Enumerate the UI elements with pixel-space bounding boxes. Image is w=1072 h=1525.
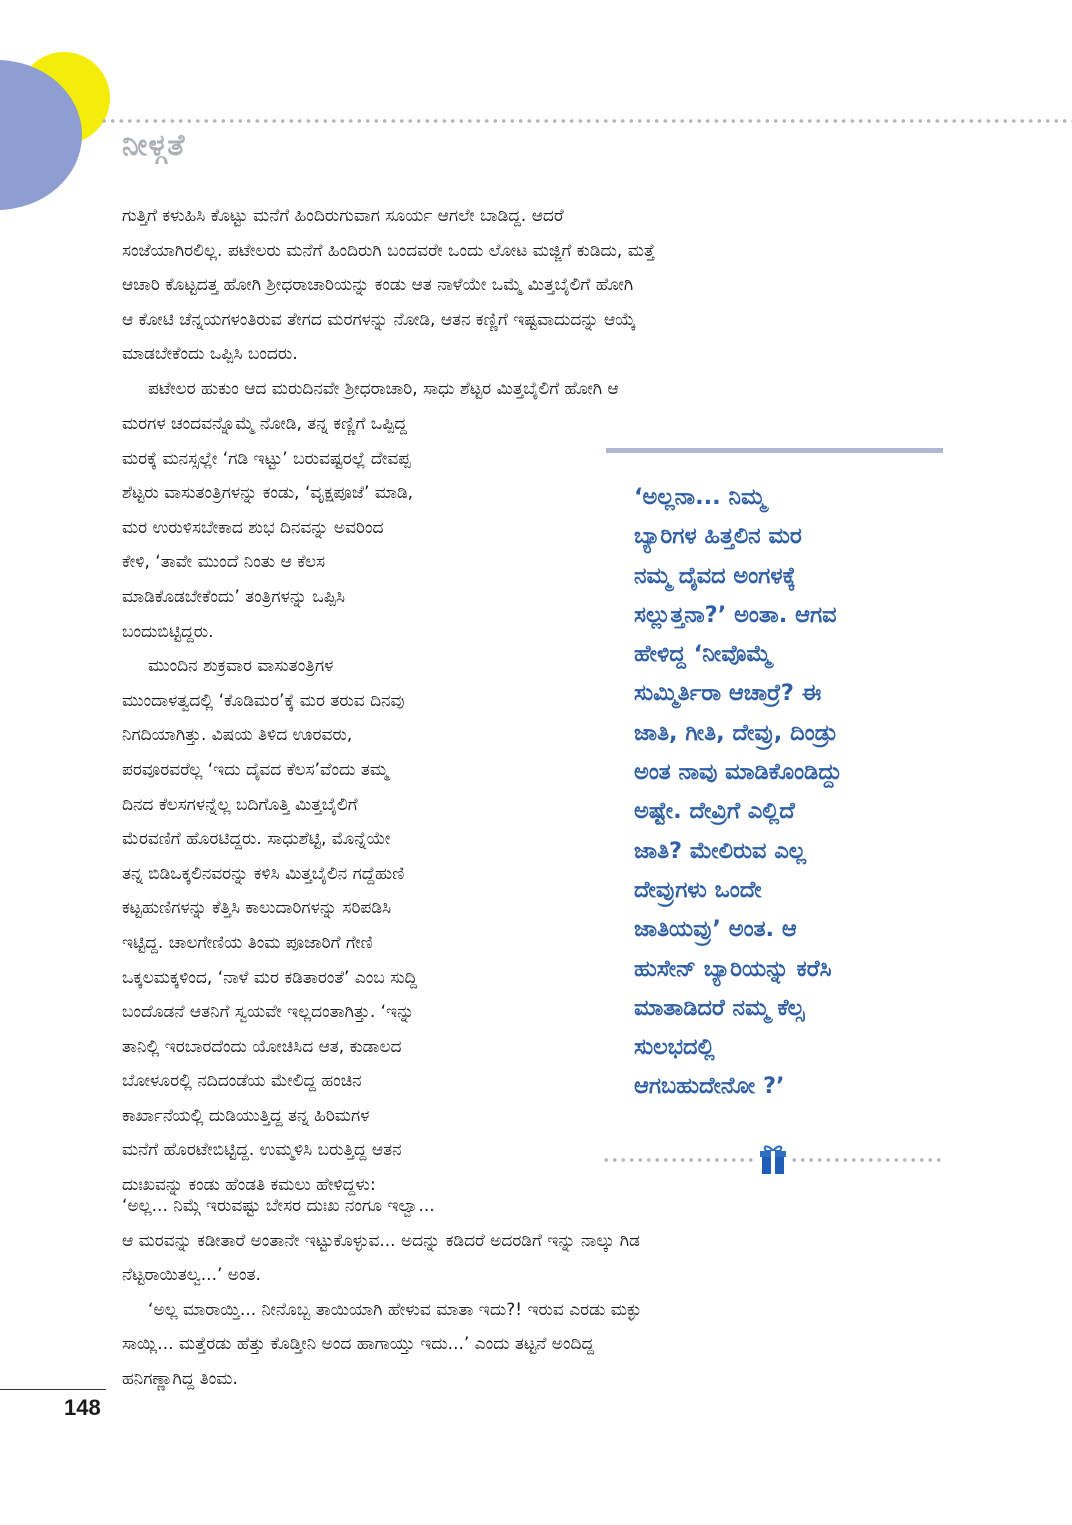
pull-quote-line: ಹೇಳಿದ್ದ ‘ನೀವೊಮ್ಮೆ bbox=[634, 641, 772, 668]
page-number: 148 bbox=[64, 1395, 101, 1420]
text-line: ಮನೆಗೆ ಹೊರಟೇಬಿಟ್ಟಿದ್ದ. ಉಮ್ಮಳಿಸಿ ಬರುತ್ತಿದ್ದ ಆತನ bbox=[122, 1140, 402, 1161]
body-paragraph-1 bbox=[122, 199, 655, 407]
text-line: ‘ಅಲ್ಲ... ನಿಮ್ಗೆ ಇರುವಷ್ಟು ಬೇಸರ ದುಃಖ ನಂಗೂ ಇಲ್ವಾ... bbox=[122, 1196, 435, 1216]
text-line: ಮರ ಉರುಳಿಸಬೇಕಾದ ಶುಭ ದಿನವನ್ನು ಅವರಿಂದ bbox=[122, 517, 384, 538]
pull-quote-line: ಜಾತಿ, ಗೀತಿ, ದೇವ್ರು, ದಿಂಡ್ರು bbox=[634, 719, 838, 746]
pull-quote-line: ಸಲ್ಲುತ್ತನಾ?’ ಅಂತಾ. ಆಗವ bbox=[634, 601, 837, 628]
text-line: ದುಃಖವನ್ನು ಕಂಡು ಹೆಂಡತಿ ಕಮಲು ಹೇಳಿದ್ದಳು: bbox=[122, 1175, 376, 1196]
text-line: ಸಾಯ್ಲಿ... ಮತ್ತೆರಡು ಹೆತ್ತು ಕೊಡ್ತೀನಿ ಅಂದ ಹಾಗಾಯ್ತು ಇದು...’ ಎಂದು ತಟ್ಟನೆ ಅಂದಿದ್ದ bbox=[122, 1334, 595, 1355]
text-line: ಬಂದೊಡನೆ ಆತನಿಗೆ ಸ್ವಯವೇ ಇಲ್ಲದಂತಾಗಿತ್ತು. ‘ಇನ್ನು bbox=[122, 1002, 415, 1023]
body-bottom-paragraphs bbox=[122, 1189, 641, 1397]
pull-quote-line: ಹುಸೇನ್ ಬ್ಯಾರಿಯನ್ನು ಕರೆಸಿ bbox=[634, 955, 832, 982]
pull-quote bbox=[606, 478, 946, 1107]
text-line: ಹನಿಗಣ್ಣಾಗಿದ್ದ ತಿಂಮ. bbox=[122, 1368, 238, 1389]
pull-quote-line: ಜಾತಿಯವ್ರು’ ಅಂತ. ಆ bbox=[634, 916, 797, 943]
pull-quote-line: ಜಾತಿ? ಮೇಲಿರುವ ಎಲ್ಲ bbox=[634, 837, 807, 864]
pull-quote-line: ‘ಅಲ್ಲನಾ... ನಿಮ್ಮ bbox=[634, 484, 766, 510]
text-line: ಮಾಡಬೇಕೆಂದು ಒಪ್ಪಿಸಿ ಬಂದರು. bbox=[122, 344, 298, 365]
pull-quote-line: ದೇವ್ರುಗಳು ಒಂದೇ bbox=[634, 876, 762, 903]
text-line: ಮಾಡಿಕೊಡಬೇಕೆಂದು’ ತಂತ್ರಿಗಳನ್ನು ಒಪ್ಪಿಸಿ bbox=[122, 586, 346, 607]
text-line: ಆಚಾರಿ ಕೊಟ್ಟದತ್ತ ಹೋಗಿ ಶ್ರೀಧರಾಚಾರಿಯನ್ನು ಕಂಡು ಆತ ನಾಳೆಯೇ ಒಮ್ಮೆ ಮಿತ್ತಬೈಲಿಗೆ ಹೋಗಿ bbox=[122, 275, 634, 296]
text-line: ಸಂಜೆಯಾಗಿರಲಿಲ್ಲ. ಪಟೇಲರು ಮನೆಗೆ ಹಿಂದಿರುಗಿ ಬಂದವರೇ ಒಂದು ಲೋಟ ಮಜ್ಜಿಗೆ ಕುಡಿದು, ಮತ್ತೆ bbox=[122, 240, 656, 261]
pull-quote-line: ಬ್ಯಾರಿಗಳ ಹಿತ್ತಲಿನ ಮರ bbox=[634, 523, 802, 550]
text-line: ಬೋಳೂರಲ್ಲಿ ನದಿದಂಡೆಯ ಮೇಲಿದ್ದ ಹಂಚಿನ bbox=[122, 1071, 362, 1092]
text-line: ಕಾರ್ಖಾನೆಯಲ್ಲಿ ದುಡಿಯುತ್ತಿದ್ದ ತನ್ನ ಹಿರಿಮಗಳ bbox=[122, 1105, 370, 1126]
pull-quote-line: ಅಂತ ನಾವು ಮಾಡಿಕೊಂಡಿದ್ದು bbox=[634, 759, 842, 786]
text-line: ಆ ಕೋಟಿ ಚೆನ್ನಯಗಳಂತಿರುವ ತೇಗದ ಮರಗಳನ್ನು ನೋಡಿ, ಆತನ ಕಣ್ಣಿಗೆ ಇಷ್ಟವಾದುದನ್ನು ಆಯ್ಕೆ bbox=[122, 309, 636, 330]
text-line: ಮೆರವಣಿಗೆ ಹೊರಟಿದ್ದರು. ಸಾಧುಶೆಟ್ಟಿ, ಮೊನ್ನೆಯೇ bbox=[122, 829, 391, 850]
text-line: ಕೇಳಿ, ‘ತಾವೇ ಮುಂದೆ ನಿಂತು ಆ ಕೆಲಸ bbox=[122, 552, 326, 573]
text-line: ಮರಕ್ಕೆ ಮನಸ್ಸಲ್ಲೇ ‘ಗಡಿ ಇಟ್ಟು’ ಬರುವಷ್ಟರಲ್ಲೆ ದೇವಪ್ಪ bbox=[122, 448, 411, 469]
body-left-column bbox=[122, 407, 417, 1203]
text-line: ಇಟ್ಟಿದ್ದ. ಚಾಲಗೇಣಿಯ ತಿಂಮ ಪೂಜಾರಿಗೆ ಗೇಣಿ bbox=[122, 932, 373, 953]
text-line: ಮರಗಳ ಚಂದವನ್ನೊಮ್ಮೆ ನೋಡಿ, ತನ್ನ ಕಣ್ಣಿಗೆ ಒಪ್ಪಿದ್ದ bbox=[122, 414, 407, 434]
gift-icon bbox=[758, 1143, 788, 1175]
text-line: ನಿಗದಿಯಾಗಿತ್ತು. ವಿಷಯ ತಿಳಿದ ಊರವರು, bbox=[122, 725, 353, 746]
text-line: ಶೆಟ್ಟರು ವಾಸುತಂತ್ರಿಗಳನ್ನು ಕಂಡು, ‘ವೃಕ್ಷಪೂಜೆ’ ಮಾಡಿ, bbox=[122, 483, 414, 504]
text-line: ಬಂದುಬಿಟ್ಟಿದ್ದರು. bbox=[122, 621, 214, 642]
page-number-rule bbox=[0, 1389, 106, 1390]
text-line: ಪಟೇಲರ ಹುಕುಂ ಆದ ಮರುದಿನವೇ ಶ್ರೀಧರಾಚಾರಿ, ಸಾಧು ಶೆಟ್ಟರ ಮಿತ್ತಬೈಲಿಗೆ ಹೋಗಿ ಆ bbox=[148, 378, 619, 399]
pull-quote-line: ಆಗಬಹುದೇನೋ ?’ bbox=[634, 1073, 785, 1100]
section-title: ನೀಳ್ಗತೆ bbox=[122, 128, 186, 163]
text-line: ನೆಟ್ಟರಾಯಿತಲ್ವ...’ ಅಂತ. bbox=[122, 1265, 261, 1286]
pull-quote-line: ಮಾತಾಡಿದರೆ ನಮ್ಮ ಕೆಲ್ಸ bbox=[634, 994, 805, 1021]
pull-quote-line: ಸುಲಭದಲ್ಲಿ bbox=[634, 1034, 715, 1061]
text-line: ಗುತ್ತಿಗೆ ಕಳುಹಿಸಿ ಕೊಟ್ಟು ಮನೆಗೆ ಹಿಂದಿರುಗುವಾಗ ಸೂರ್ಯ ಆಗಲೇ ಬಾಡಿದ್ದ. ಆದರೆ bbox=[122, 206, 564, 226]
header-dotted-rule bbox=[100, 118, 1072, 124]
text-line: ಕಟ್ಟಹುಣಿಗಳನ್ನು ಕೆತ್ತಿಸಿ ಕಾಲುದಾರಿಗಳನ್ನು ಸರಿಪಡಿಸಿ bbox=[122, 898, 392, 919]
text-line: ಪರವೂರವರೆಲ್ಲ ‘ಇದು ದೈವದ ಕೆಲಸ’ವೆಂದು ತಮ್ಮ bbox=[122, 759, 389, 780]
text-line: ದಿನದ ಕೆಲಸಗಳನ್ನೆಲ್ಲ ಬದಿಗೊತ್ತಿ ಮಿತ್ತಬೈಲಿಗೆ bbox=[122, 794, 358, 815]
text-line: ಮುಂದಿನ ಶುಕ್ರವಾರ ವಾಸುತಂತ್ರಿಗಳ bbox=[148, 656, 334, 677]
text-line: ಮುಂದಾಳತ್ವದಲ್ಲಿ ‘ಕೊಡಿಮರ’ಕ್ಕೆ ಮರ ತರುವ ದಿನವು bbox=[122, 690, 405, 711]
pull-quote-dotted-rule-left bbox=[602, 1157, 754, 1163]
text-line: ತಾನಿಲ್ಲಿ ಇರಬಾರದೆಂದು ಯೋಚಿಸಿದ ಆತ, ಕುಡಾಲದ bbox=[122, 1036, 402, 1057]
pull-quote-line: ನಮ್ಮ ದೈವದ ಅಂಗಳಕ್ಕೆ bbox=[634, 562, 796, 589]
text-line: ಆ ಮರವನ್ನು ಕಡೀತಾರೆ ಅಂತಾನೇ ಇಟ್ಟುಕೊಳ್ಳುವ... ಅದನ್ನು ಕಡಿದರೆ ಅದರಡಿಗೆ ಇನ್ನು ನಾಲ್ಕು ಗಿಡ bbox=[122, 1230, 640, 1251]
pull-quote-top-rule bbox=[606, 448, 943, 453]
text-line: ತನ್ನ ಬಿಡಿಒಕ್ಕಲಿನವರನ್ನು ಕಳಿಸಿ ಮಿತ್ತಬೈಲಿನ ಗದ್ದೆಹುಣಿ bbox=[122, 863, 405, 884]
pull-quote-line: ಅಷ್ಟೇ. ದೇವ್ರಿಗೆ ಎಲ್ಲಿದೆ bbox=[634, 798, 795, 825]
text-line: ‘ಅಲ್ಲ ಮಾರಾಯ್ತಿ... ನೀನೊಬ್ಬ ತಾಯಿಯಾಗಿ ಹೇಳುವ ಮಾತಾ ಇದು?! ಇರುವ ಎರಡು ಮಕ್ಳು bbox=[148, 1299, 642, 1320]
text-line: ಒಕ್ಕಲಮಕ್ಕಳಿಂದ, ‘ನಾಳೆ ಮರ ಕಡಿತಾರಂತೆ’ ಎಂಬ ಸುದ್ದಿ bbox=[122, 967, 418, 988]
pull-quote-line: ಸುಮ್ಮಿರ್ತಿರಾ ಆಚಾರ್ರೆ? ಈ bbox=[634, 680, 822, 707]
pull-quote-dotted-rule-right bbox=[790, 1157, 943, 1163]
